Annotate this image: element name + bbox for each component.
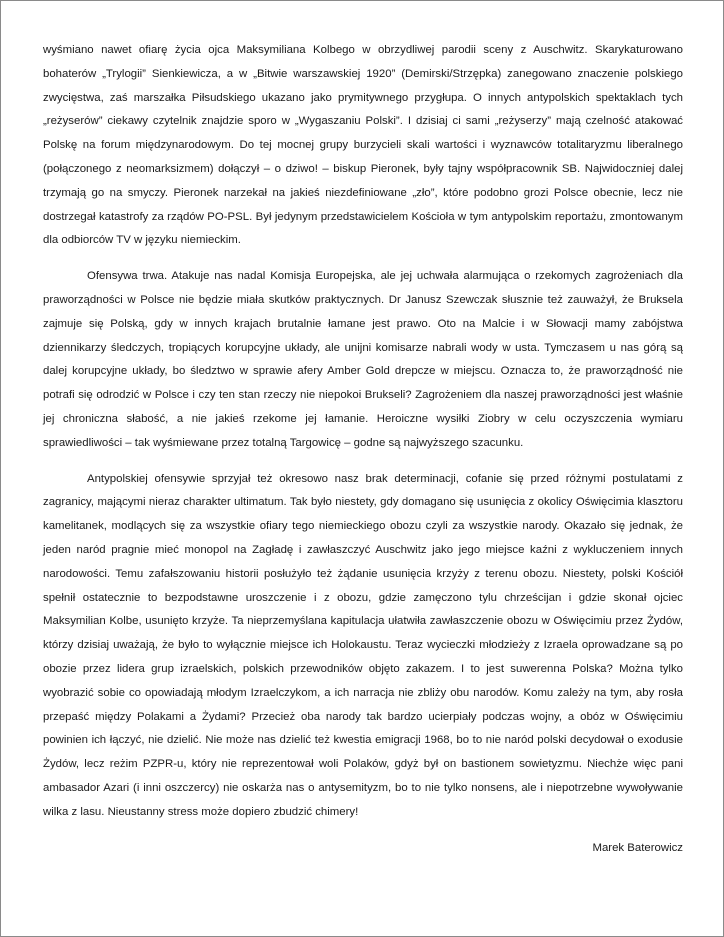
document-body (43, 39, 683, 860)
author-signature: Marek Baterowicz (592, 841, 683, 854)
paragraph-1: wyśmiano nawet ofiarę życia ojca Maksymiliana Kolbego w obrzydliwej parodii sceny z Auschwitz. Skarykaturowano bohaterów „Trylogii” Sienkiewicza, a w „Bitwie warszawskiej 1920” (Demirski/Strzępka) zanegowano znaczenie polskiego zwycięstwa, zaś marszałka Piłsudskiego ukazano jako prymitywnego przygłupa. O innych antypolskich spektaklach tych „reżyserów” ciekawy czytelnik znajdzie sporo w „Wygaszaniu Polski”. I dzisiaj ci sami „reżyserzy” mają czelność atakować Polskę na forum międzynarodowym. Do tej mocnej grupy burzycieli skali wartości i wyznawców totalitaryzmu liberalnego (połączonego z neomarksizmem) dołączył – o dziwo! – biskup Pieronek, były tajny współpracownik SB. Najwidoczniej dalej trzymają go na smyczy. Pieronek narzekał na jakieś niezdefiniowane „zło”, które podobno grozi Polsce obecnie, lecz nie dostrzegał katastrofy za rządów PO-PSL. Był jedynym przedstawicielem Kościoła w tym antypolskim reportażu, zmontowanym dla odbiorców TV w języku niemieckim. (43, 44, 683, 247)
paragraph-2: Ofensywa trwa. Atakuje nas nadal Komisja Europejska, ale jej uchwała alarmująca o rzekomych zagrożeniach dla praworządności w Polsce nie będzie miała skutków praktycznych. Dr Janusz Szewczak słusznie też zauważył, że Bruksela zajmuje się Polską, gdy w innych krajach brutalnie łamane jest prawo. Oto na Malcie i w Słowacji mamy zabójstwa dziennikarzy śledczych, tropiących korupcyjne układy, ale unijni komisarze nabrali wody w usta. Tymczasem u nas górą są dalej korupcyjne układy, bo śledztwo w sprawie afery Amber Gold drepcze w miejscu. Oznacza to, że praworządność nie potrafi się odrodzić w Polsce i czy ten stan rzeczy nie niepokoi Brukseli? Zagrożeniem dla naszej praworządności jest właśnie jej chroniczna słabość, a nie jakieś rzekome jej łamanie. Heroiczne wysiłki Ziobry w celu oczyszczenia wymiaru sprawiedliwości – tak wyśmiewane przez totalną Targowicę – godne są najwyższego szacunku. (43, 270, 683, 449)
paragraph-3: Antypolskiej ofensywie sprzyjał też okresowo nasz brak determinacji, cofanie się przed różnymi postulatami z zagranicy, mającymi nieraz charakter ultimatum. Tak było niestety, gdy domagano się usunięcia z okolicy Oświęcimia klasztoru kamelitanek, modlących się za wszystkie ofiary tego niemieckiego obozu czyli za wszystkie narody. Okazało się jednak, że jeden naród pragnie mieć monopol na Zagładę i zawłaszczyć Auschwitz jako jego miejsce kaźni z wykluczeniem innych narodowości. Temu zafałszowaniu historii posłużyło też żądanie usunięcia krzyży z terenu obozu. Niestety, polski Kościół spełnił ostatecznie to bezpodstawne uroszczenie i z obozu, gdzie zamęczono tylu chrześcijan i gdzie skonał ojciec Maksymilian Kolbe, usunięto krzyże. Ta nieprzemyślana kapitulacja ułatwiła zawłaszczenie obozu w Oświęcimiu przez Żydów, którzy dzisiaj uważają, że było to wyłącznie miejsce ich Holokaustu. Teraz wycieczki młodzieży z Izraela oprowadzane są po obozie przez lidera grup izraelskich, polskich przewodników objęto zakazem. I to jest suwerenna Polska? Można tylko wyobrazić sobie co opowiadają młodym Izraelczykom, a ich narracja nie zbliży obu narodów. Komu zależy na tym, aby rosła przepaść między Polakami a Żydami? Przecież oba narody tak bardzo ucierpiały podczas wojny, a obóz w Oświęcimiu powinien ich łączyć, nie dzielić. Nie może nas dzielić też kwestia emigracji 1968, bo to nie naród polski decydował o exodusie Żydów, lecz reżim PZPR-u, który nie reprezentował woli Polaków, gdyż był on bastionem sowietyzmu. Niechże więc pani ambasador Azari (i inni oszczercy) nie oskarża nas o antysemityzm, bo to nie tylko nonsens, ale i niepotrzebne wywoływanie wilka z lasu. Nieustanny stress może dopiero zbudzić chimery! (43, 472, 683, 818)
